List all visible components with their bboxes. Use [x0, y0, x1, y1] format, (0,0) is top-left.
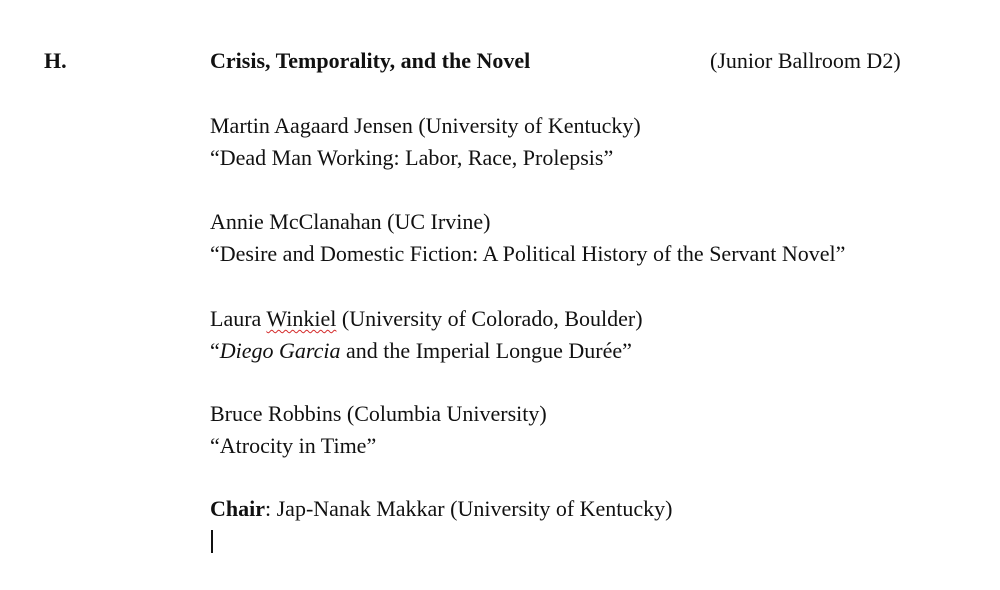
presenter-name: Laura	[210, 306, 262, 331]
paper-title	[210, 340, 632, 362]
paper-title: “Atrocity in Time”	[210, 433, 377, 458]
title-italic: Diego Garcia	[219, 338, 341, 363]
text-cursor[interactable]	[211, 530, 213, 553]
presenter-affiliation: (Columbia University)	[341, 401, 547, 426]
chair-name: Jap-Nanak Makkar (University of Kentucky)	[271, 496, 673, 521]
paper-title: “Dead Man Working: Labor, Race, Prolepsis”	[210, 145, 614, 170]
chair-label: Chair	[210, 496, 265, 521]
title-rest: and the Imperial Longue Durée”	[340, 338, 632, 363]
title-open-quote: “	[210, 338, 220, 363]
chair-separator: :	[265, 496, 272, 521]
presenter-name: Bruce Robbins	[210, 401, 342, 426]
presenter-name: Martin Aagaard Jensen	[210, 113, 413, 138]
presenter-line	[210, 211, 490, 233]
presenter-affiliation: (University of Colorado, Boulder)	[341, 306, 643, 331]
presenter-line	[210, 403, 547, 425]
session-letter: H.	[44, 48, 67, 73]
presenter-affiliation: (University of Kentucky)	[418, 113, 641, 138]
presenter-line	[210, 308, 643, 330]
session-title: Crisis, Temporality, and the Novel	[210, 48, 531, 73]
chair-line	[210, 498, 673, 520]
presenter-name: Annie McClanahan	[210, 209, 382, 234]
paper-title: “Desire and Domestic Fiction: A Political History of the Servant Novel”	[210, 241, 846, 266]
presenter-affiliation: (UC Irvine)	[387, 209, 491, 234]
presenter-line	[210, 115, 641, 137]
spellcheck-flagged-word[interactable]: Winkiel	[266, 306, 337, 331]
session-room: (Junior Ballroom D2)	[710, 48, 901, 73]
